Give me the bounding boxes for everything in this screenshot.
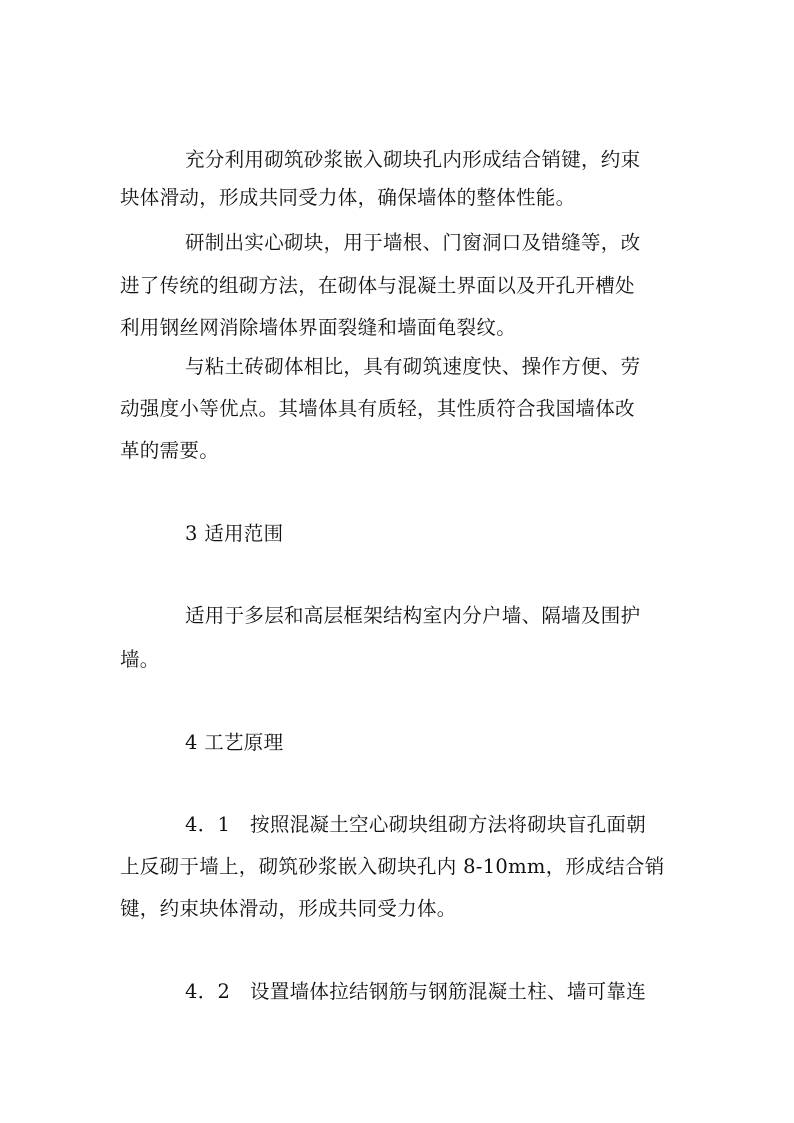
paragraph-1-line-2: 块体滑动，形成共同受力体，确保墙体的整体性能。 bbox=[120, 186, 576, 209]
section-3-line-2: 墙。 bbox=[120, 648, 160, 671]
paragraph-1-line-1: 充分利用砌筑砂浆嵌入砌块孔内形成结合销键，约束 bbox=[185, 148, 641, 171]
section-3-line-1: 适用于多层和高层框架结构室内分户墙、隔墙及围护 bbox=[185, 604, 641, 627]
paragraph-3-line-2: 动强度小等优点。其墙体具有质轻，其性质符合我国墙体改 bbox=[120, 397, 635, 420]
item-4-2-line-1: 4．2 设置墙体拉结钢筋与钢筋混凝土柱、墙可靠连 bbox=[185, 980, 647, 1003]
item-4-1-line-2: 上反砌于墙上，砌筑砂浆嵌入砌块孔内 8-10mm，形成结合销 bbox=[120, 855, 665, 878]
paragraph-2-line-2: 进了传统的组砌方法，在砌体与混凝土界面以及开孔开槽处 bbox=[120, 274, 635, 297]
item-4-1-line-3: 键，约束块体滑动，形成共同受力体。 bbox=[120, 897, 457, 920]
section-3-heading: 3 适用范围 bbox=[185, 522, 284, 545]
section-4-heading: 4 工艺原理 bbox=[185, 731, 284, 754]
paragraph-2-line-3: 利用钢丝网消除墙体界面裂缝和墙面龟裂纹。 bbox=[120, 316, 517, 339]
item-4-1-line-1: 4．1 按照混凝土空心砌块组砌方法将砌块盲孔面朝 bbox=[185, 813, 647, 836]
paragraph-3-line-1: 与粘土砖砌体相比，具有砌筑速度快、操作方便、劳 bbox=[185, 355, 641, 378]
paragraph-2-line-1: 研制出实心砌块，用于墙根、门窗洞口及错缝等，改 bbox=[185, 231, 641, 254]
paragraph-3-line-3: 革的需要。 bbox=[120, 439, 220, 462]
